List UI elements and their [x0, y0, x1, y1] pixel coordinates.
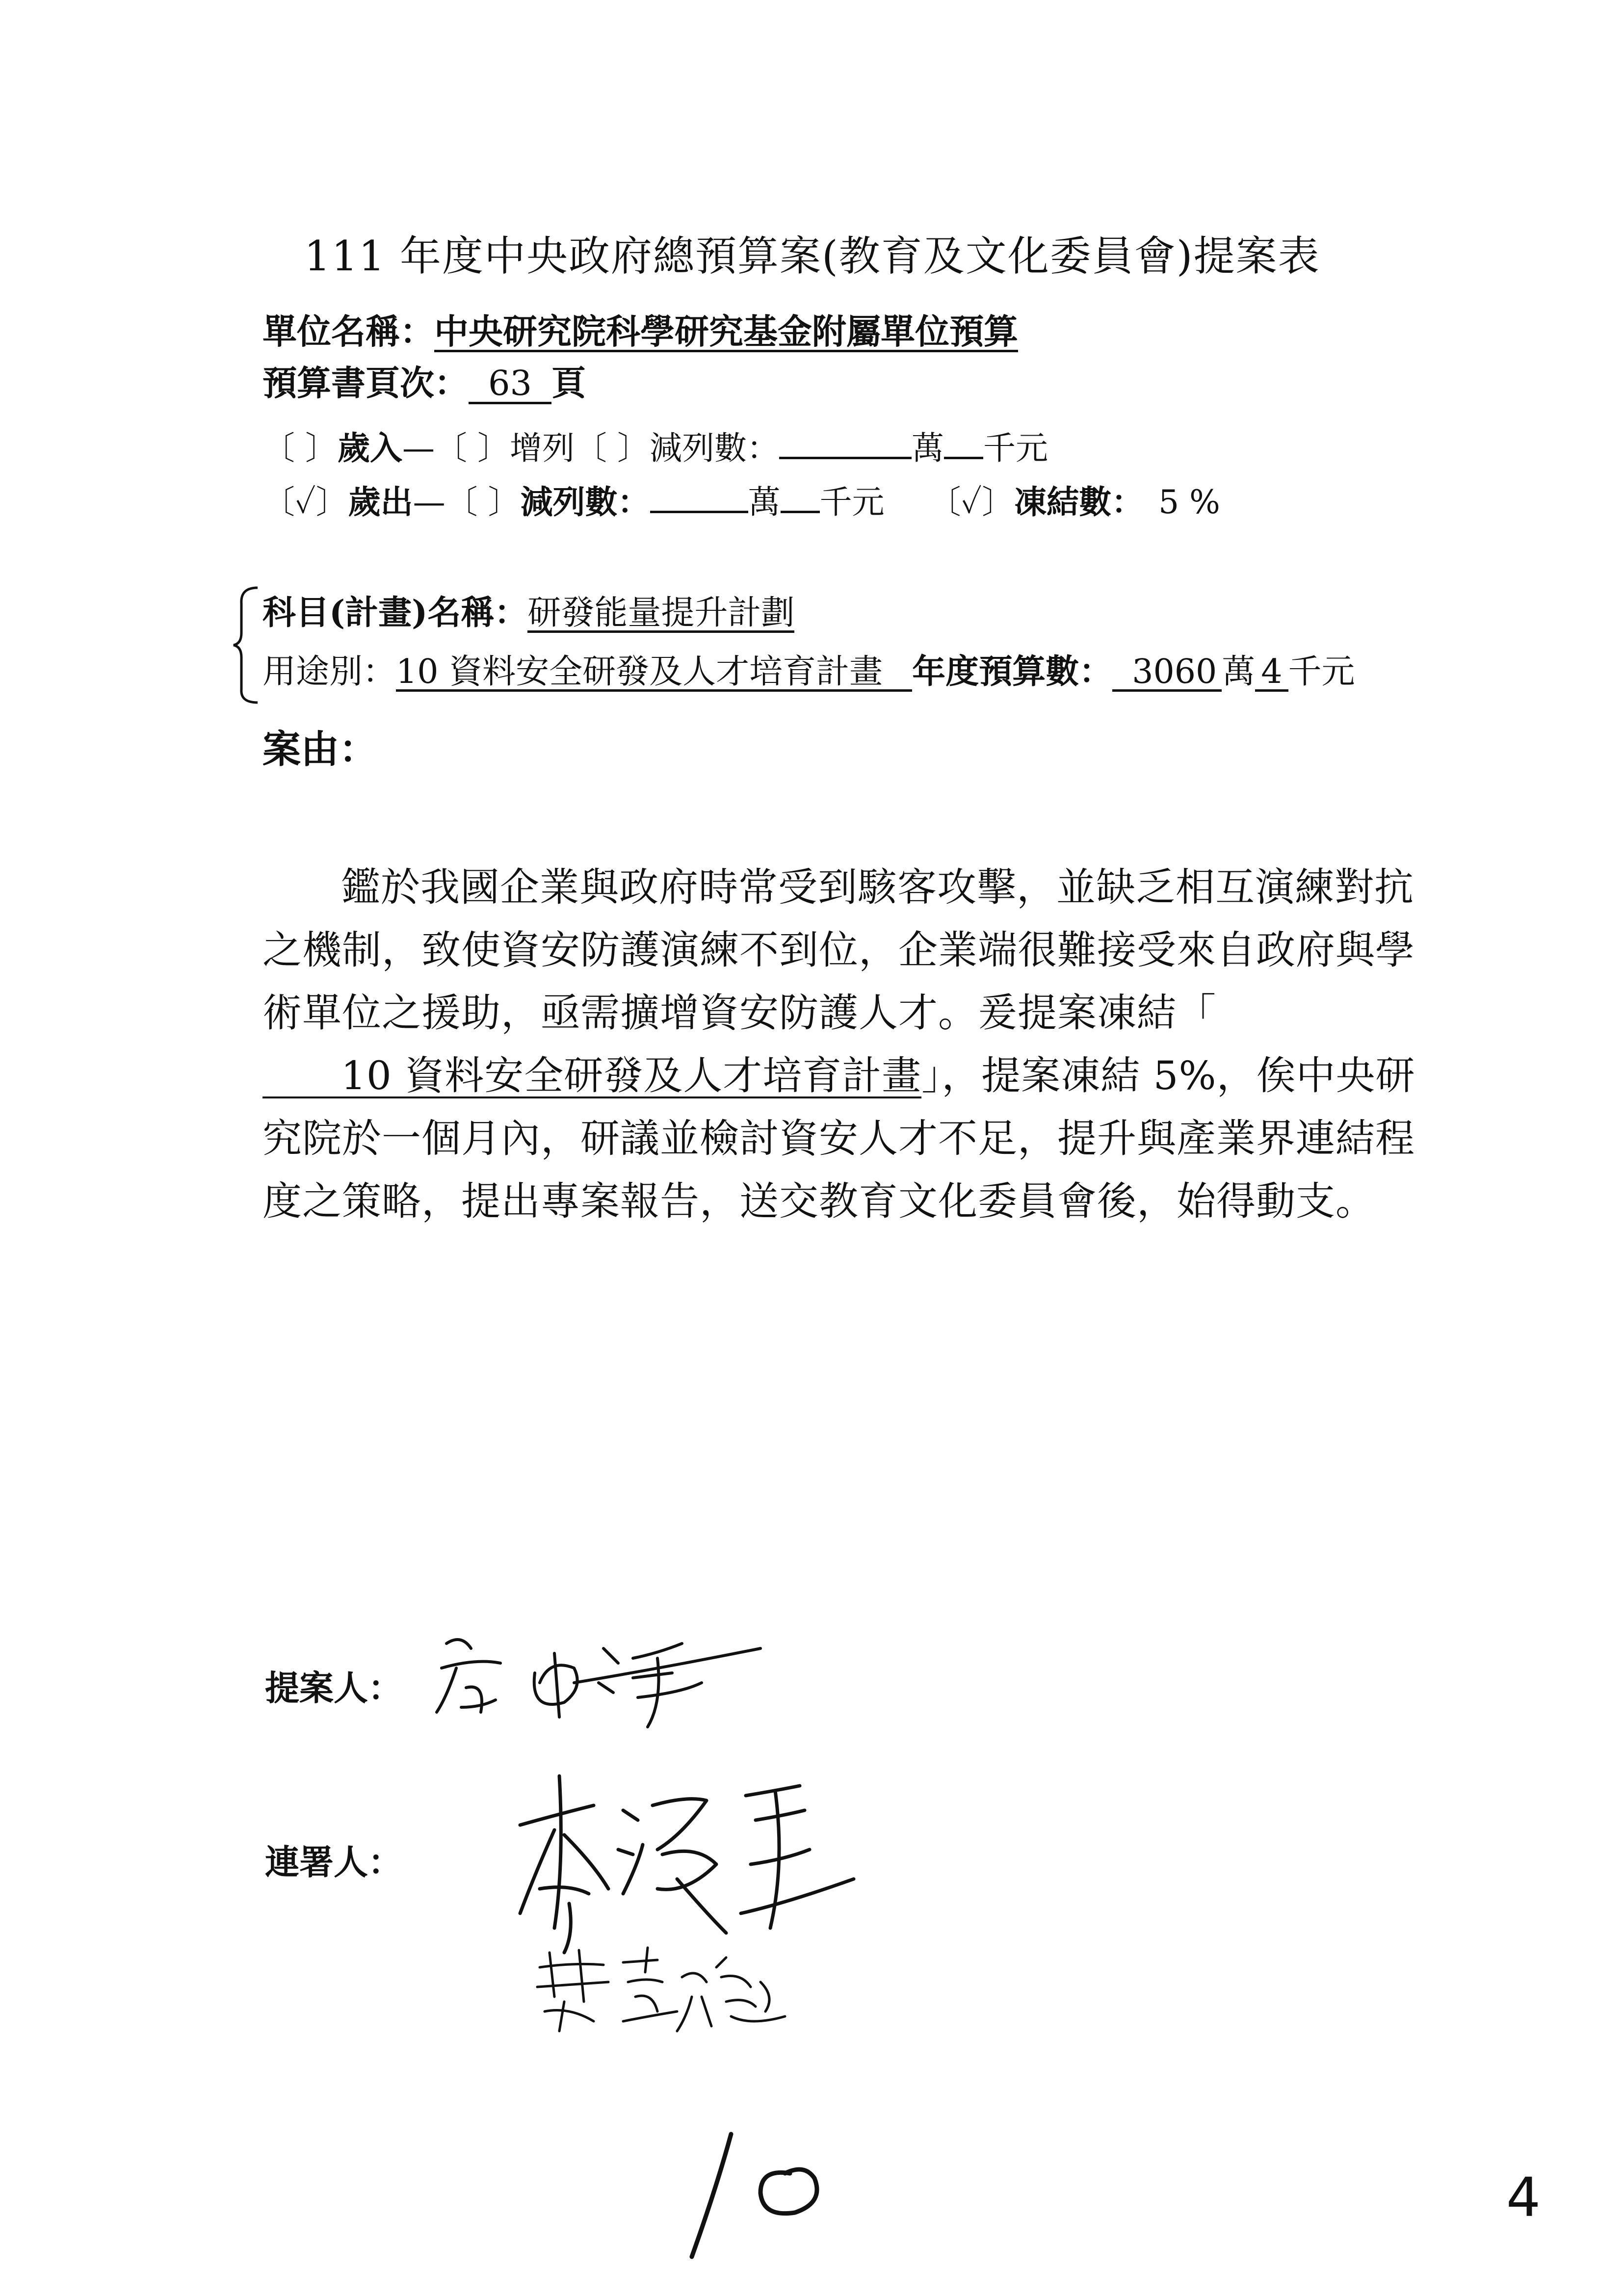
page-number: 4 [1506, 2166, 1541, 2229]
reason-text-part1: 鑑於我國企業與政府時常受到駭客攻擊，並缺乏相互演練對抗之機制，致使資安防護演練不到位，企業端很難接受來自政府與學術單位之援助，亟需擴增資安防護人才。爰提案凍結「 [262, 864, 1415, 1036]
unit-name-label: 單位名稱： [262, 311, 434, 352]
unit-name-row [262, 304, 1018, 354]
revenue-dash: — [402, 429, 435, 467]
reason-body [262, 856, 1425, 1233]
proposer-label: 提案人： [265, 1668, 402, 1708]
revenue-checkbox: 〔 〕 [262, 429, 338, 467]
proposal-number [677, 2119, 854, 2267]
expense-qian-unit: 千元 [819, 483, 885, 521]
budget-page-label: 預算書頁次： [262, 363, 469, 403]
reason-paragraph [262, 856, 1425, 1233]
expense-decrease-label: 減列數： [520, 483, 650, 521]
page-title: 111 年度中央政府總預算案(教育及文化委員會)提案表 [304, 232, 1320, 280]
annual-budget-wan-unit: 萬 [1222, 652, 1256, 691]
annual-budget-qian: 4 [1255, 654, 1288, 692]
expense-label: 歲出 [348, 483, 413, 521]
freeze-value: 5 % [1158, 483, 1220, 521]
revenue-row [262, 422, 1048, 469]
budget-page-suffix: 頁 [551, 363, 586, 403]
reason-plan-name: 10 資料安全研發及人才培育計畫 [262, 1055, 921, 1098]
unit-name-value: 中央研究院科學研究基金附屬單位預算 [434, 311, 1018, 352]
budget-page-row [262, 356, 586, 405]
revenue-wan-blank [779, 457, 912, 459]
expense-checkbox: 〔✓〕 [262, 483, 348, 521]
subject-value: 研發能量提升計劃 [527, 594, 795, 632]
increase-checkbox: 〔 〕 [434, 429, 510, 467]
expense-wan-unit: 萬 [748, 483, 781, 521]
reason-label: 案由： [262, 727, 378, 772]
expense-dash: — [413, 483, 445, 521]
annual-budget-wan: 3060 [1112, 654, 1222, 692]
expense-decrease-checkbox: 〔 〕 [445, 483, 521, 521]
subject-label: 科目(計畫)名稱： [262, 593, 528, 632]
revenue-label: 歲入 [337, 429, 402, 467]
brace-icon [231, 584, 260, 706]
revenue-qian-unit: 千元 [983, 429, 1048, 467]
freeze-checkbox: 〔✓〕 [928, 483, 1015, 521]
usage-label: 用途別： [262, 652, 396, 691]
usage-row [262, 645, 1355, 693]
annual-budget-label: 年度預算數： [912, 652, 1113, 691]
freeze-label: 凍結數： [1014, 483, 1144, 521]
subject-row [262, 586, 794, 634]
decrease-checkbox: 〔 〕 [574, 429, 650, 467]
decrease-label: 減列數： [649, 429, 779, 467]
increase-label: 增列 [509, 429, 575, 467]
cosigner-label: 連署人： [265, 1842, 402, 1882]
cosigner-signature-2 [530, 1938, 805, 2036]
usage-value: 10 資料安全研發及人才培育計畫 [396, 654, 912, 692]
budget-page-value: 63 [469, 365, 551, 404]
reason-text-part2: 」，提案凍結 5%，俟中央研究院於一個月內，研議並檢討資安人才不足，提升與產業界連結程度之策略，提出專案報告，送交教育文化委員會後，始得動支。 [262, 1053, 1415, 1224]
revenue-wan-unit: 萬 [911, 429, 944, 467]
revenue-qian-blank [944, 457, 983, 459]
expense-qian-blank [781, 511, 820, 513]
proposer-signature [427, 1614, 780, 1732]
expense-row [262, 476, 1220, 522]
expense-wan-blank [650, 511, 748, 513]
annual-budget-qian-unit: 千元 [1288, 652, 1355, 691]
